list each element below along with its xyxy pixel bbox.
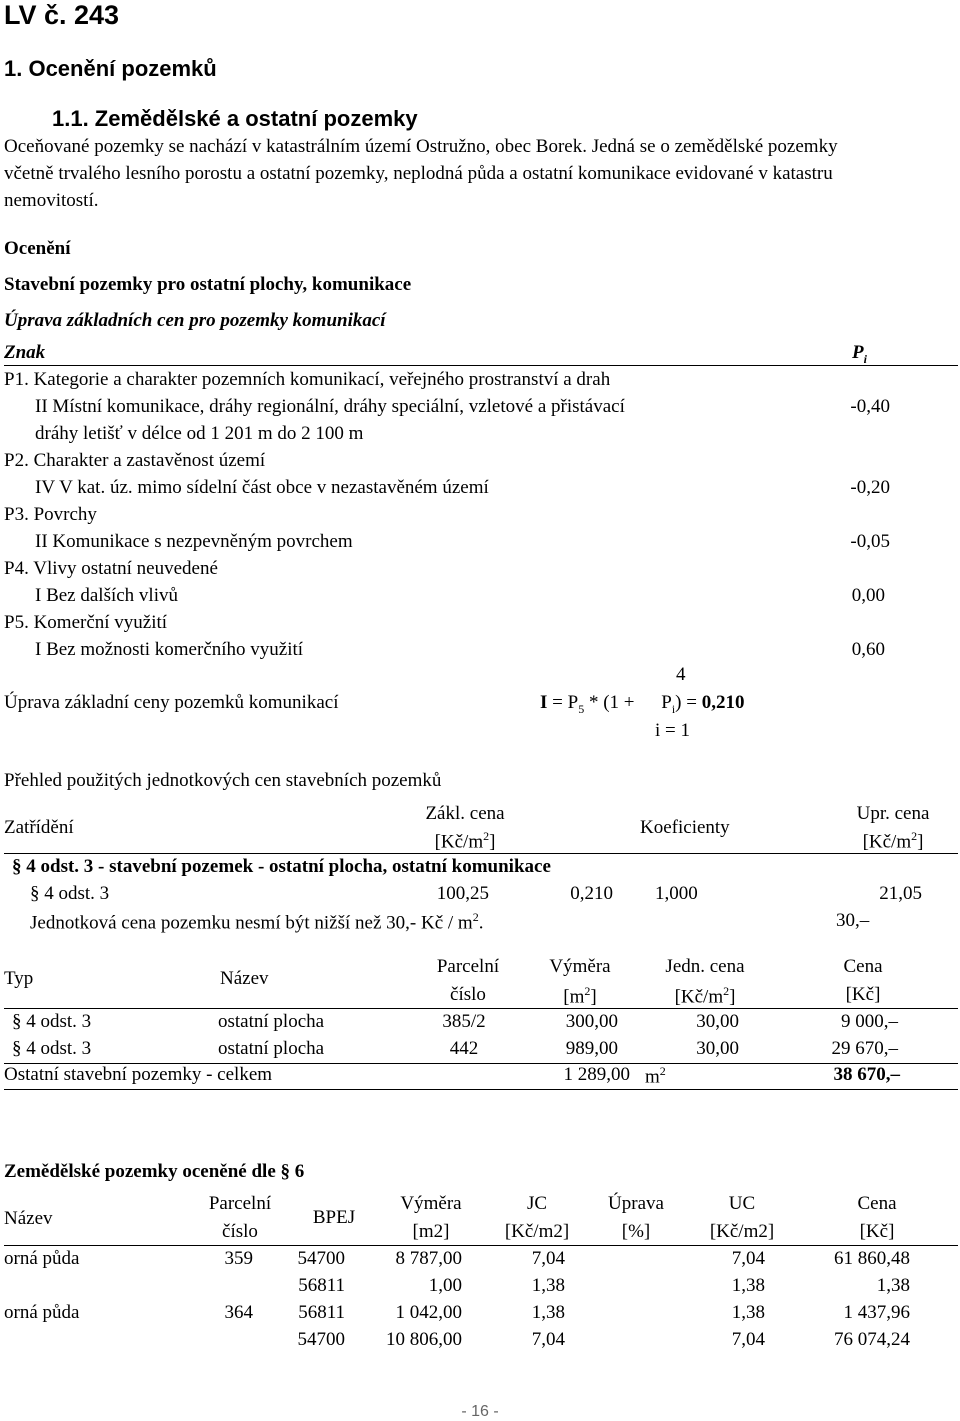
agri-row-3-vymera: 1 042,00 [395,1302,462,1323]
parcel-row-2-cislo: 442 [449,1038,479,1059]
factor-p1-option-cont: dráhy letišť v délce od 1 201 m do 2 100 m [35,423,364,444]
valuation-title: Ocenění [4,238,71,259]
factor-p4-value: 0,00 [851,585,885,606]
agri-row-1-bpej: 54700 [297,1248,345,1269]
col-cena: Cena [843,956,883,977]
factor-p5: P5. Komerční využití [4,612,168,633]
table-rule [4,853,958,854]
parcel-row-1-cena: 9 000,– [841,1011,898,1032]
col-uc-unit: [Kč/m2] [709,1221,775,1242]
col-zatrideni: Zatřídění [4,817,74,838]
factor-p4: P4. Vlivy ostatní neuvedené [4,558,218,579]
factor-p3-option: II Komunikace s nezpevněným povrchem [35,531,353,552]
col-jc-unit: [Kč/m2] [504,1221,570,1242]
formula-label: Úprava základní ceny pozemků komunikací [4,692,339,713]
intro-line-2: včetně trvalého lesního porostu a ostatní pozemky, neplodná půda a ostatní komunikace evidované v katastru [4,163,833,184]
agri-row-1-uc: 7,04 [731,1248,765,1269]
col-cena: Cena [857,1193,897,1214]
agri-row-1-cena: 61 860,48 [834,1248,910,1269]
col-typ: Typ [4,968,34,989]
table-rule [4,1245,958,1246]
table-rule [4,1008,958,1009]
agri-row-3-jc: 1,38 [531,1302,565,1323]
agri-row-3-nazev: orná půda [4,1302,80,1323]
agri-row-4-vymera: 10 806,00 [386,1329,462,1350]
agricultural-title: Zemědělské pozemky oceněné dle § 6 [4,1161,305,1182]
agri-row-1-vymera: 8 787,00 [395,1248,462,1269]
intro-line-3: nemovitostí. [4,190,99,211]
col-jedn-cena: Jedn. cena [665,956,745,977]
sum-upper-bound: 4 [676,664,686,685]
factor-p1-value: -0,40 [850,396,890,417]
factor-p1: P1. Kategorie a charakter pozemních komunikací, veřejného prostranství a drah [4,369,611,390]
price-group-heading: § 4 odst. 3 - stavební pozemek - ostatní plocha, ostatní komunikace [12,856,551,877]
agri-row-2-jc: 1,38 [531,1275,565,1296]
col-zakl-unit: $[Kč/m^2]$ [434,829,496,853]
factor-p3: P3. Povrchy [4,504,97,525]
col-parcelni: Parcelní [436,956,500,977]
factor-p2: P2. Charakter a zastavěnost území [4,450,266,471]
parcels-total-area: 1 289,00 [563,1064,630,1085]
minimum-price-value: 30,– [836,910,870,931]
col-vymera-unit: [m2] [412,1221,450,1242]
agri-row-4-jc: 7,04 [531,1329,565,1350]
minimum-price-note: Jednotková cena pozemku nesmí být nižší než 30,- Kč / $m^2$. [30,910,484,934]
parcel-row-1-typ: § 4 odst. 3 [12,1011,92,1032]
section-heading: 1. Ocenění pozemků [4,56,217,81]
col-pi: $P_i$ [852,342,867,366]
col-zakl-cena: Zákl. cena [425,803,505,824]
intro-line-1: Oceňované pozemky se nachází v katastrálním území Ostružno, obec Borek. Jedná se o zemědělské pozemky [4,136,838,157]
parcels-total-label: Ostatní stavební pozemky - celkem [4,1064,273,1085]
table-rule [4,1089,958,1090]
unit-prices-title: Přehled použitých jednotkových cen stavebních pozemků [4,770,442,791]
col-vymera: Výměra [400,1193,462,1214]
parcel-row-2-nazev: ostatní plocha [218,1038,325,1059]
parcel-row-1-nazev: ostatní plocha [218,1011,325,1032]
parcel-row-2-vymera: 989,00 [565,1038,618,1059]
valuation-subtitle: Stavební pozemky pro ostatní plochy, komunikace [4,274,412,295]
agri-row-2-bpej: 56811 [298,1275,345,1296]
agri-row-3-bpej: 56811 [298,1302,345,1323]
col-cislo: číslo [222,1221,258,1242]
price-row-base: 100,25 [436,883,489,904]
agri-row-4-uc: 7,04 [731,1329,765,1350]
col-upr-unit: $[Kč/m^2]$ [862,829,924,853]
subsection-heading: 1.1. Zemědělské a ostatní pozemky [52,106,418,131]
parcel-row-1-cislo: 385/2 [442,1011,486,1032]
agri-row-4-cena: 76 074,24 [834,1329,910,1350]
agri-row-2-vymera: 1,00 [428,1275,462,1296]
col-cena-unit: [Kč] [859,1221,895,1242]
agri-row-2-uc: 1,38 [731,1275,765,1296]
price-row-k1: 0,210 [570,883,613,904]
col-cislo: číslo [450,984,486,1005]
parcels-total-price: 38 670,– [833,1064,900,1085]
col-nazev: Název [220,968,269,989]
price-row-k2: 1,000 [655,883,698,904]
col-jc: JC [526,1193,548,1214]
formula: $I = P_5 * (1 + P_i) = 0,210$ [540,692,745,716]
factor-p1-option: II Místní komunikace, dráhy regionální, dráhy speciální, vzletové a přistávací [35,396,625,417]
agri-row-3-cena: 1 437,96 [843,1302,910,1323]
agri-row-1-nazev: orná půda [4,1248,80,1269]
parcel-row-1-jc: 30,00 [696,1011,739,1032]
factor-p4-option: I Bez dalších vlivů [35,585,178,606]
col-upr-cena: Upr. cena [856,803,930,824]
col-jedn-cena-unit: $[Kč/m^2]$ [674,984,736,1008]
col-uc: UC [728,1193,756,1214]
factor-p3-value: -0,05 [850,531,890,552]
col-bpej: BPEJ [312,1207,356,1228]
col-parcelni: Parcelní [208,1193,272,1214]
agri-row-3-uc: 1,38 [731,1302,765,1323]
col-cena-unit: [Kč] [845,984,881,1005]
col-uprava-unit: [%] [621,1221,651,1242]
parcel-row-2-jc: 30,00 [696,1038,739,1059]
table-rule [4,365,958,366]
parcel-row-1-vymera: 300,00 [565,1011,618,1032]
factor-p2-option: IV V kat. úz. mimo sídelní část obce v nezastavěném území [35,477,489,498]
document-number: LV č. 243 [4,0,120,30]
sum-lower-bound: i = 1 [655,720,690,741]
adjustment-title: Úprava základních cen pro pozemky komunikací [4,310,386,331]
col-vymera: Výměra [549,956,611,977]
factor-p5-value: 0,60 [851,639,885,660]
col-koeficienty: Koeficienty [640,817,730,838]
agri-row-4-bpej: 54700 [297,1329,345,1350]
factor-p2-value: -0,20 [850,477,890,498]
agri-row-2-cena: 1,38 [876,1275,910,1296]
agri-row-1-jc: 7,04 [531,1248,565,1269]
col-uprava: Úprava [608,1193,664,1214]
price-row-adjusted: 21,05 [879,883,922,904]
page-number: - 16 - [461,1403,499,1420]
parcels-total-unit: $m^2$ [645,1064,666,1088]
agri-row-1-cislo: 359 [224,1248,253,1269]
formula-result: 0,210 [701,692,745,713]
col-znak: Znak [4,342,46,363]
factor-p5-option: I Bez možnosti komerčního využití [35,639,304,660]
parcel-row-2-cena: 29 670,– [831,1038,898,1059]
col-vymera-unit: $[m^2]$ [563,984,597,1008]
col-nazev: Název [4,1208,53,1229]
price-row-label: § 4 odst. 3 [30,883,110,904]
agri-row-3-cislo: 364 [224,1302,253,1323]
parcel-row-2-typ: § 4 odst. 3 [12,1038,92,1059]
